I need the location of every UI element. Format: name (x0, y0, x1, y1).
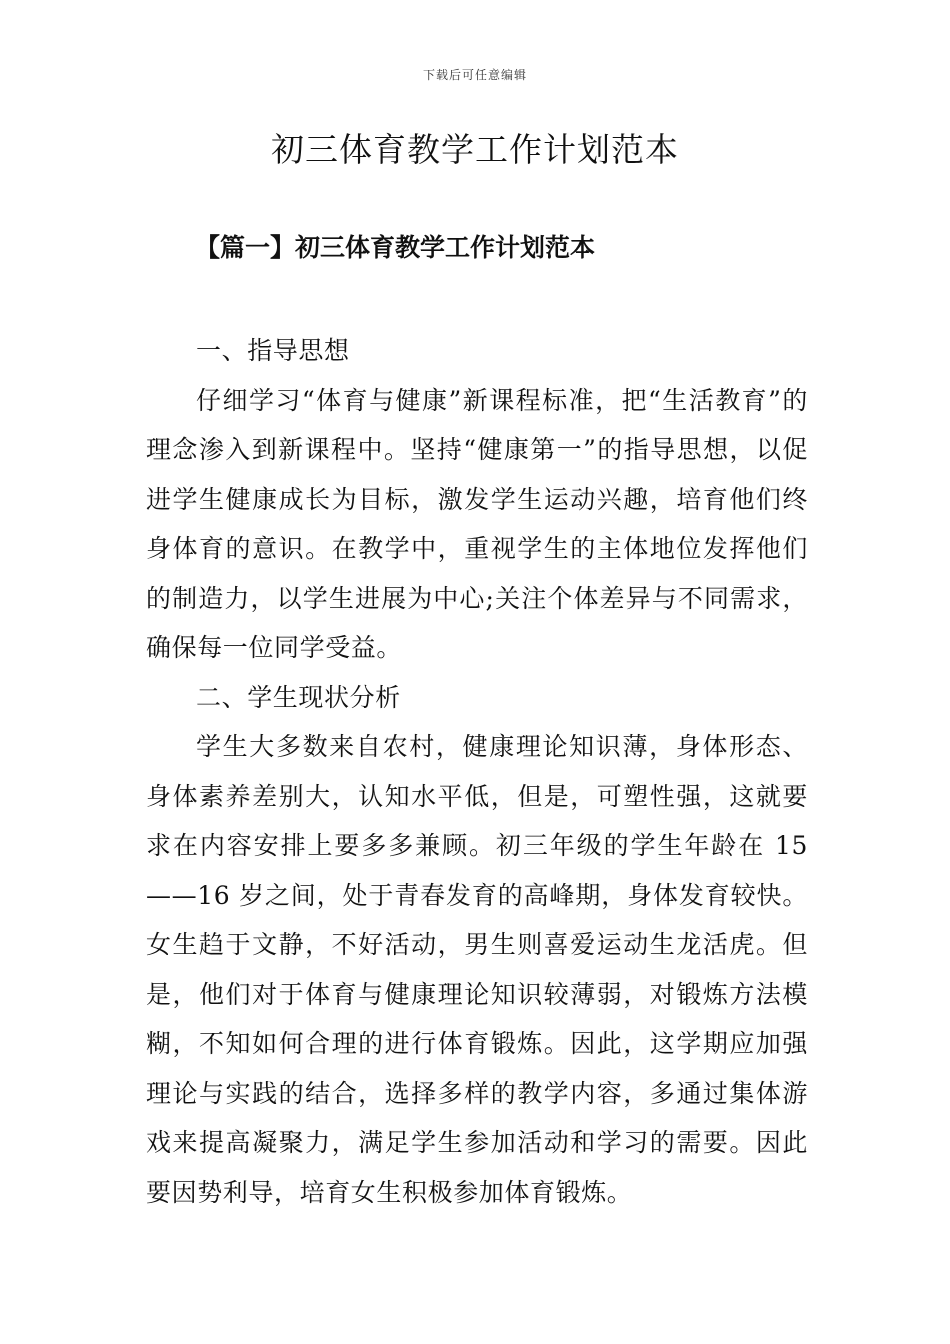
document-title: 初三体育教学工作计划范本 (271, 130, 679, 169)
document-body (146, 326, 808, 1217)
paragraph-guiding-ideology: 仔细学习“体育与健康”新课程标准，把“生活教育”的理念渗入到新课程中。坚持“健康第一”的指导思想，以促进学生健康成长为目标，激发学生运动兴趣，培育他们终身体育的意识。在教学中，重视学生的主体地位发挥他们的制造力，以学生进展为中心;关注个体差异与不同需求，确保每一位同学受益。 (146, 385, 808, 662)
paragraph-student-analysis: 学生大多数来自农村，健康理论知识薄，身体形态、身体素养差别大，认知水平低，但是，可塑性强，这就要求在内容安排上要多多兼顾。初三年级的学生年龄在 15——16 岁之间，处于青春发育的高峰期，身体发育较快。女生趋于文静，不好活动，男生则喜爱运动生龙活虎。但是，他们对于体育与健康理论知识较薄弱，对锻炼方法模糊，不知如何合理的进行体育锻炼。因此，这学期应加强理论与实践的结合，选择多样的教学内容，多通过集体游戏来提高凝聚力，满足学生参加活动和学习的需要。因此要因势利导，培育女生积极参加体育锻炼。 (146, 732, 808, 1207)
heading-guiding-ideology: 一、指导思想 (196, 336, 350, 365)
section-title: 【篇一】初三体育教学工作计划范本 (195, 233, 596, 262)
header-note: 下载后可任意编辑 (422, 68, 527, 82)
heading-student-analysis: 二、学生现状分析 (196, 682, 401, 712)
